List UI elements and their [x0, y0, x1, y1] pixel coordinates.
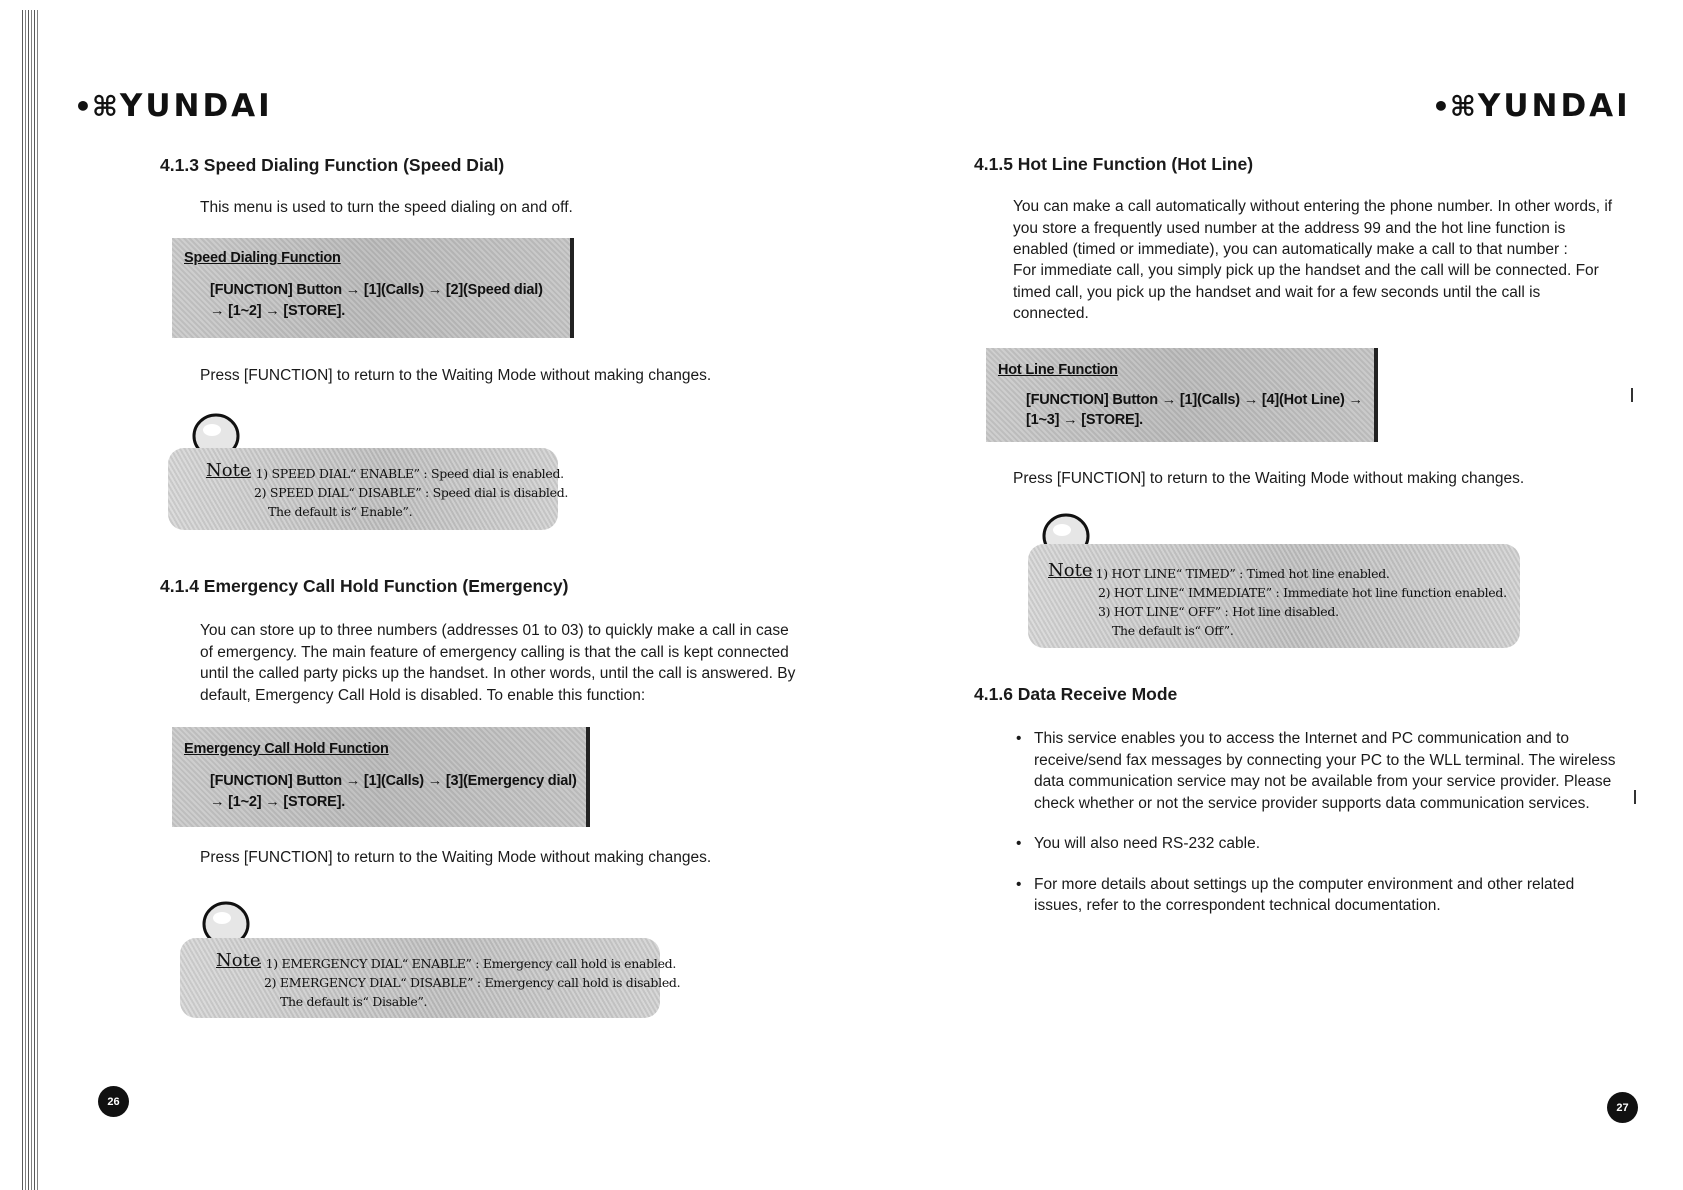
binding-edge	[22, 10, 40, 1190]
emergency-note	[180, 938, 681, 1018]
procedure-line: → [1~2] → [STORE].	[210, 794, 346, 810]
data-receive-bullet-list	[1012, 728, 1617, 936]
procedure-line: [FUNCTION] Button → [1](Calls) → [3](Emergency dial)	[210, 773, 577, 789]
margin-mark	[1634, 790, 1636, 804]
hyundai-logo-right	[1432, 88, 1631, 124]
logo-text: YUNDAI	[1477, 88, 1631, 124]
section-413-intro: This menu is used to turn the speed dialing on and off.	[200, 199, 573, 216]
note-label: Note	[216, 950, 261, 971]
procedure-title: Hot Line Function	[998, 362, 1118, 378]
hyundai-emblem-icon: •⌘	[1432, 89, 1476, 123]
note-line: : 1) EMERGENCY DIAL“ ENABLE” : Emergency call hold is enabled.	[258, 956, 677, 971]
note-line: 2) EMERGENCY DIAL“ DISABLE” : Emergency call hold is disabled.	[264, 975, 681, 990]
procedure-line: [FUNCTION] Button → [1](Calls) → [2](Speed dial)	[210, 282, 543, 298]
list-item: • For more details about settings up the computer environment and other related issues, refer to the correspondent technical documentation.	[1016, 875, 1575, 914]
bullet-icon: •	[1016, 835, 1022, 852]
procedure-title: Emergency Call Hold Function	[184, 741, 389, 757]
section-415-heading: 4.1.5 Hot Line Function (Hot Line)	[974, 154, 1254, 174]
bullet-icon: •	[1016, 875, 1022, 893]
procedure-title: Speed Dialing Function	[184, 250, 341, 266]
section-416-heading: 4.1.6 Data Receive Mode	[974, 684, 1178, 704]
hot-line-procedure-box	[986, 348, 1378, 442]
note-line: 3) HOT LINE“ OFF” : Hot line disabled.	[1098, 604, 1339, 619]
procedure-line: [1~3] → [STORE].	[1026, 412, 1143, 428]
note-line: The default is“ Disable”.	[280, 994, 428, 1009]
hyundai-logo-left	[74, 88, 273, 124]
section-414-press-text: Press [FUNCTION] to return to the Waiting Mode without making changes.	[200, 849, 712, 866]
logo-text: YUNDAI	[119, 88, 273, 124]
note-line: : 1) SPEED DIAL“ ENABLE” : Speed dial is enabled.	[248, 466, 564, 481]
emergency-procedure-box	[172, 727, 590, 827]
margin-mark	[1631, 388, 1633, 402]
note-label: Note	[1048, 560, 1093, 581]
note-label: Note	[206, 460, 251, 481]
note-line: 2) SPEED DIAL“ DISABLE” : Speed dial is disabled.	[254, 485, 569, 500]
bullet-icon: •	[1016, 730, 1022, 747]
note-line: The default is“ Off”.	[1112, 623, 1234, 638]
speed-dial-note	[168, 448, 569, 530]
section-414-body: You can store up to three numbers (addresses 01 to 03) to quickly make a call in case of emergency. The main feature of emergency calling is that the call is kept connected until the called party picks up the handset. In other words, until the call is answered. By default, Emergency Call Hold is disabled. To enable this function:	[200, 622, 796, 704]
list-item: • This service enables you to access the Internet and PC communication and to receive/send fax messages by connecting your PC to the WLL terminal. The wireless data communication service may not be available from your service provider. Please check whether or not the service provider supports data communication services.	[1016, 730, 1616, 812]
procedure-line: [FUNCTION] Button → [1](Calls) → [4](Hot Line) →	[1026, 392, 1363, 408]
section-414-heading: 4.1.4 Emergency Call Hold Function (Emergency)	[160, 576, 569, 596]
procedure-line: → [1~2] → [STORE].	[210, 303, 346, 319]
list-item: • You will also need RS-232 cable.	[1012, 833, 1617, 855]
note-line: : 1) HOT LINE“ TIMED” : Timed hot line enabled.	[1088, 566, 1390, 581]
speed-dial-procedure-box	[172, 238, 574, 338]
section-413-heading: 4.1.3 Speed Dialing Function (Speed Dial)	[160, 155, 505, 175]
note-line: The default is“ Enable”.	[268, 504, 413, 519]
section-415-press-text: Press [FUNCTION] to return to the Waiting Mode without making changes.	[1013, 470, 1525, 487]
note-line: 2) HOT LINE“ IMMEDIATE” : Immediate hot line function enabled.	[1098, 585, 1507, 600]
section-415-body-2: For immediate call, you simply pick up the handset and the call will be connected. For timed call, you pick up the handset and wait for a few seconds until the call is connected.	[1013, 262, 1599, 322]
hot-line-note	[1028, 544, 1520, 648]
page-number-right: 27	[1607, 1092, 1638, 1123]
page-number-left: 26	[98, 1086, 129, 1117]
section-415-body-1: You can make a call automatically without entering the phone number. In other words, if you store a frequently used number at the address 99 and the hot line function is enabled (timed or immediate), you can automatically make a call to that number :	[1013, 198, 1613, 258]
hyundai-emblem-icon: •⌘	[74, 89, 118, 123]
section-413-press-text: Press [FUNCTION] to return to the Waiting Mode without making changes.	[200, 367, 712, 384]
